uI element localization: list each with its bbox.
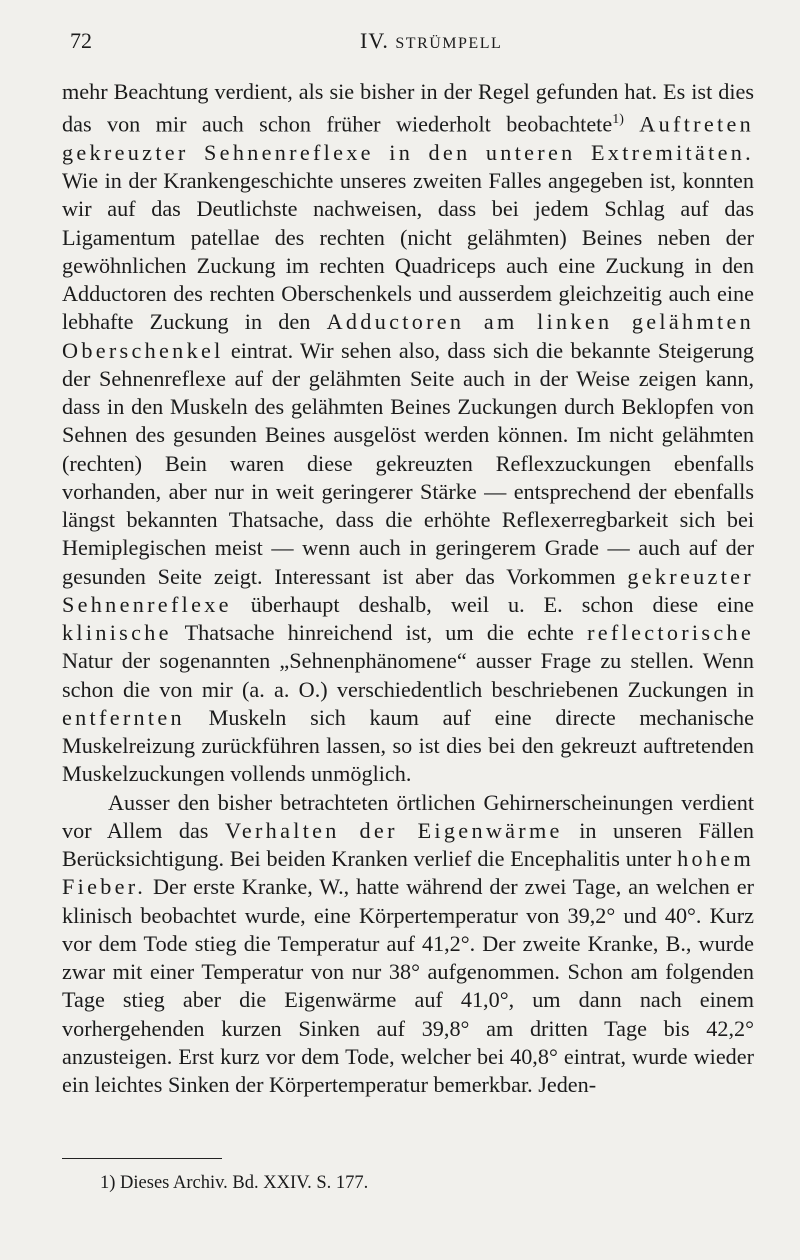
p1-spaced-4: klinische (62, 620, 172, 646)
page-number: 72 (70, 28, 92, 53)
footnote-divider (62, 1158, 222, 1159)
p2-text-2: in unseren Fällen Berücksichtigung. Bei beiden Kranken verlief die Encephalitis unter (62, 817, 755, 872)
p1-text-7: Muskeln sich kaum auf eine directe mechanische Muskelreizung zurückführen lassen, so ist dies bei den gekreuzt auftretenden Muskelzuckungen vollends unmöglich. (62, 704, 754, 787)
footnote: 1) Dieses Archiv. Bd. XXIV. S. 177. (100, 1173, 369, 1193)
p2-text-1: Ausser den bisher betrachteten örtlichen Gehirnerscheinungen verdient vor Allem das (62, 789, 754, 843)
running-head-prefix: IV. (360, 28, 389, 53)
p1-text-4: überhaupt deshalb, weil u. E. schon diese eine (250, 591, 755, 617)
p2-spaced-1: Verhalten der Eigenwärme (224, 817, 563, 843)
p1-spaced-5: reflectorische (587, 620, 755, 646)
p2-text-3: Der erste Kranke, W., hatte während der zwei Tage, an welchen er klinisch beobachtet wurde, eine Körpertemperatur von 39,2° und 40°. Kurz vor dem Tode stieg die Temperatur auf 41,2°. Der zweite Kranke, B., wurde zwar mit einer Temperatur von nur 38° aufgenommen. Schon am folgenden Tage stieg aber die Eigenwärme auf 41,0°, um dann nach einem vorhergehenden kurzen Sinken auf 39,8° am dritten Tage bis 42,2° anzusteigen. Erst kurz vor dem Tode, welcher bei 40,8° eintrat, wurde wieder ein leichtes Sinken der Körpertemperatur bemerkbar. Jeden- (62, 874, 755, 1098)
paragraph-1 (62, 78, 754, 789)
p1-text-3: eintrat. Wir sehen also, dass sich die bekannte Steigerung der Sehnenreflexe auf der gelähmten Seite auch in der Weise zeigen kann, dass in den Muskeln des gelähmten Beines Zuckungen durch Beklopfen von Sehnen des gesunden Beines ausgelöst werden können. Im nicht gelähmten (rechten) Bein waren diese gekreuzten Reflexzuckungen ebenfalls vorhanden, aber nur in weit geringerer Stärke — entsprechend der ebenfalls längst bekannten Thatsache, dass die erhöhte Reflexerregbarkeit sich bei Hemiplegischen meist — wenn auch in geringerem Grade — auch auf der gesunden Seite zeigt. Interessant ist aber das Vorkommen (62, 337, 754, 589)
page-header (70, 28, 740, 58)
p2-spaced-2: hohem Fieber. (62, 846, 754, 900)
p1-spaced-3: gekreuzter Sehnenreflexe (62, 563, 754, 617)
p1-text-6: Natur der sogenannten „Sehnenphänomene“ ausser Frage zu stellen. Wenn schon die von mir (a. a. O.) verschiedentlich beschriebenen Zuckungen in (62, 648, 754, 702)
running-head (360, 28, 502, 54)
p1-spaced-1: Auftreten gekreuzter Sehnenreflexe in den unteren Extremitäten. (62, 111, 755, 165)
p1-spaced-2: Adductoren am linken gelähmten Oberschenkel (62, 309, 755, 363)
body-text (62, 78, 754, 1099)
paragraph-2 (62, 789, 754, 1100)
p1-text-2: Wie in der Krankengeschichte unseres zweiten Falles angegeben ist, konnten wir auf das Deutlichste nachweisen, dass bei jedem Schlag auf das Ligamentum patellae des rechten (nicht gelähmten) Beines neben der gewöhnlichen Zuckung im rechten Quadriceps auch eine Zuckung in den Adductoren des rechten Oberschenkels und ausserdem gleichzeitig auch eine lebhafte Zuckung in den (62, 168, 754, 335)
p1-spaced-6: entfernten (62, 704, 185, 730)
running-head-author: STRÜMPELL (395, 35, 503, 52)
footnote-ref: 1) (612, 112, 624, 128)
p1-text-1: mehr Beachtung verdient, als sie bisher in der Regel gefunden hat. Es ist dies das von mir auch schon früher wiederholt beobachtete (62, 79, 754, 137)
p1-text-5: Thatsache hinreichend ist, um die echte (184, 620, 574, 646)
